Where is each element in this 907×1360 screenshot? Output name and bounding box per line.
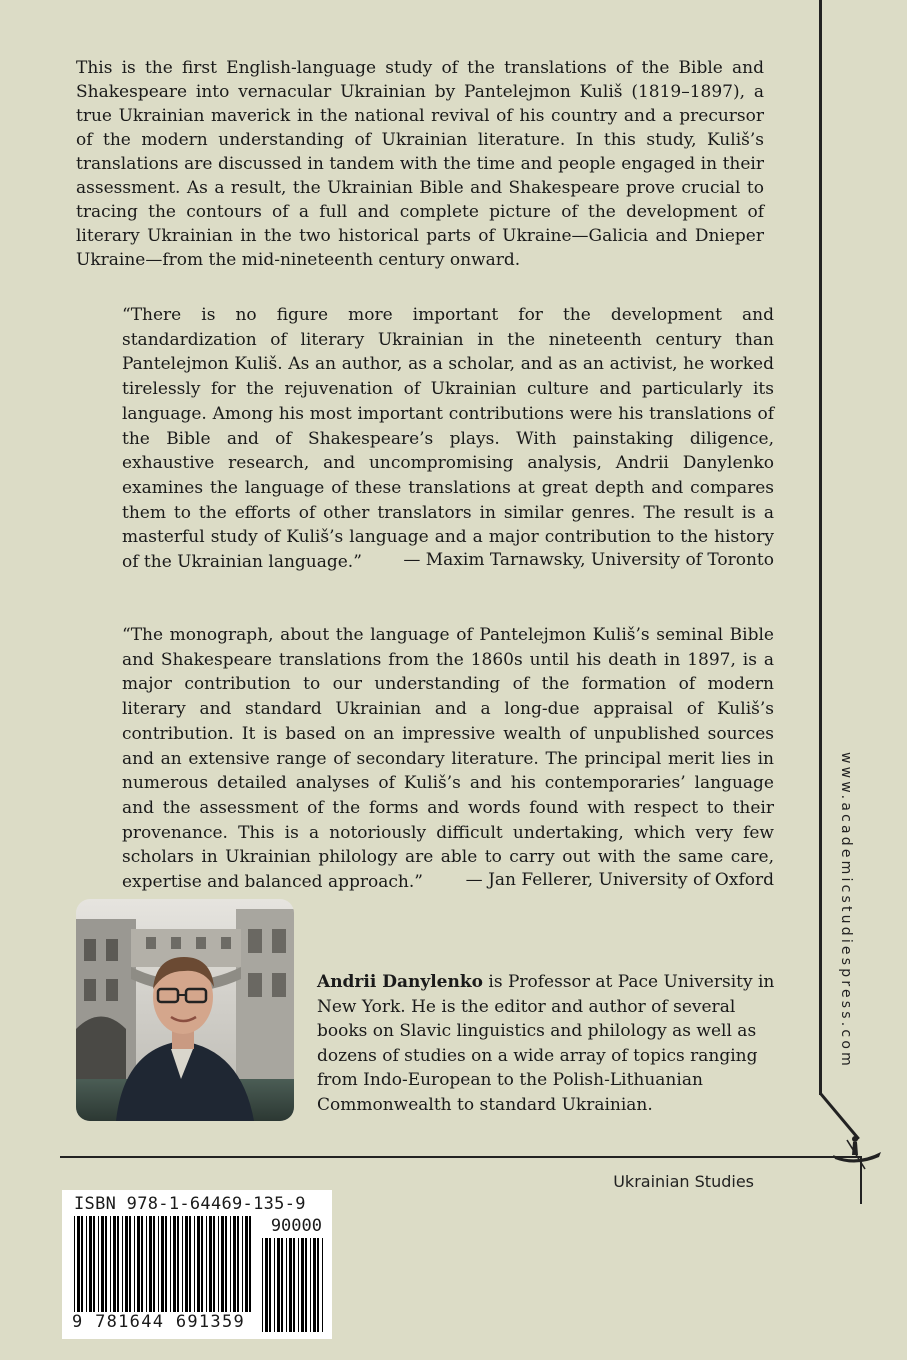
isbn-number: ISBN 978-1-64469-135-9 xyxy=(74,1194,306,1214)
isbn-barcode xyxy=(62,1190,332,1339)
series-name: Ukrainian Studies xyxy=(613,1172,754,1191)
gondolier-logo-icon xyxy=(829,1109,883,1171)
author-bio xyxy=(317,970,777,1117)
attribution-fellerer: — Jan Fellerer, University of Oxford xyxy=(465,870,774,890)
border-rule-horizontal xyxy=(60,1156,862,1158)
author-name: Andrii Danylenko xyxy=(317,972,483,992)
border-rule-vertical xyxy=(819,0,822,1095)
publisher-url: www.academicstudiespress.com xyxy=(838,752,854,1069)
intro-paragraph: This is the first English-language study of the translations of the Bible and Shakespeare into vernacular Ukrainian by Pantelejmon Kuliš (1819–1897), a true Ukrainian maverick in the national revival of his country and a precursor of the modern understanding of Ukrainian literature. In this study, Kuliš’s translations are discussed in tandem with the time and people engaged in their assessment. As a result, the Ukrainian Bible and Shakespeare prove crucial to tracing the contours of a full and complete picture of the development of literary Ukrainian in the two historical parts of Ukraine—Galicia and Dnieper Ukraine—from the mid-nineteenth century onward. xyxy=(76,58,764,270)
price-addon-number: 90000 xyxy=(270,1216,322,1236)
author-bio-text: is Professor at Pace University in New York. He is the editor and author of several books on Slavic linguistics and philology as well as dozens of studies on a wide array of topics ranging from Indo-European to the Polish-Lithuanian Commonwealth to standard Ukrainian. xyxy=(317,972,775,1115)
quote-fellerer: “The monograph, about the language of Pantelejmon Kuliš’s seminal Bible and Shakespeare translations from the 1860s until his death in 1897, is a major contribution to our understanding of the formation of modern literary and standard Ukrainian and a long-due appraisal of Kuliš’s contribution. It is based on an impressive wealth of unpublished sources and an extensive range of secondary literature. The principal merit lies in numerous detailed analyses of Kuliš’s and his contemporaries’ language and the assessment of the forms and words found with respect to their provenance. This is a notoriously difficult undertaking, which very few scholars in Ukrainian philology are able to carry out with the same care, expertise and balanced approach.” xyxy=(122,625,774,893)
attribution-tarnawsky: — Maxim Tarnawsky, University of Toronto xyxy=(403,550,774,570)
author-photo xyxy=(76,899,294,1121)
quote-tarnawsky: “There is no figure more important for the development and standardization of literary Ukrainian in the nineteenth century than Pantelejmon Kuliš. As an author, as a scholar, and as an activist, he worked tirelessly for the rejuvenation of Ukrainian culture and particularly its language. Among his most important contributions were his translations of the Bible and of Shakespeare’s plays. With painstaking diligence, exhaustive research, and uncompromising analysis, Andrii Danylenko examines the language of these translations at great depth and compares them to the efforts of other translators in similar genres. The result is a masterful study of Kuliš’s language and a major contribution to the history of the Ukrainian language.” xyxy=(122,305,774,573)
ean-digits: 9 781644 691359 xyxy=(72,1312,246,1332)
